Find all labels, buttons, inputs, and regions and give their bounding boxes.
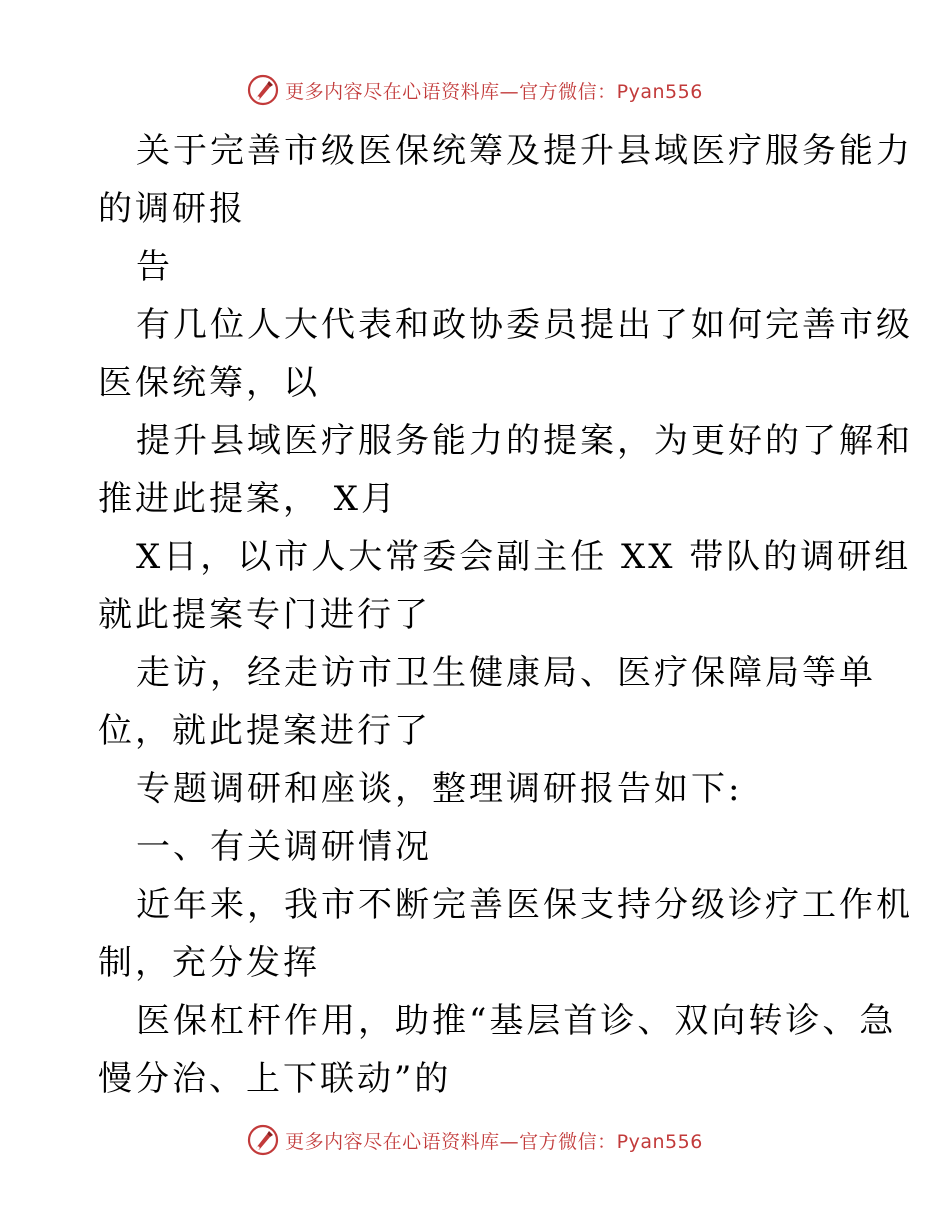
text-line: 关于完善市级医保统筹及提升县域医疗服务能力: [136, 131, 913, 171]
pen-logo-icon: [247, 1124, 279, 1156]
text-line: 慢分治、上下联动”的: [98, 1059, 452, 1099]
paragraph: [98, 644, 878, 760]
text-line: 医保杠杆作用，助推“基层首诊、双向转诊、急: [136, 1001, 897, 1041]
text-line: 医保统筹，以: [98, 363, 320, 403]
text-line: 就此提案专门进行了: [98, 595, 431, 635]
text-line: 一、有关调研情况: [136, 827, 432, 867]
text-line: 走访，经走访市卫生健康局、医疗保障局等单: [136, 653, 876, 693]
paragraph: [98, 296, 913, 412]
section-heading: [98, 818, 878, 876]
text-line: X日，以市人大常委会副主任 XX 带队的调研组: [136, 537, 912, 577]
footer-banner: [0, 1120, 950, 1160]
paragraph: [98, 760, 878, 818]
document-body: [98, 122, 913, 1108]
text-line: 近年来，我市不断完善医保支持分级诊疗工作机: [136, 885, 913, 925]
text-line: 推进此提案， X月: [98, 479, 399, 519]
text-line: 有几位人大代表和政协委员提出了如何完善市级: [136, 305, 913, 345]
text-line: 提升县域医疗服务能力的提案，为更好的了解和: [136, 421, 913, 461]
pen-logo-icon: [247, 74, 279, 106]
text-line: 专题调研和座谈，整理调研报告如下:: [136, 769, 743, 809]
text-line: 制，充分发挥: [98, 943, 320, 983]
header-banner: [0, 70, 950, 110]
paragraph: [98, 876, 913, 992]
text-line: 位，就此提案进行了: [98, 711, 431, 751]
paragraph: [98, 992, 897, 1108]
text-line: 的调研报: [98, 189, 246, 229]
footer-banner-text: 更多内容尽在心语资料库—官方微信：Pyan556: [285, 1130, 703, 1153]
paragraph: [98, 238, 878, 296]
paragraph: [98, 412, 913, 528]
header-banner-text: 更多内容尽在心语资料库—官方微信：Pyan556: [285, 80, 703, 103]
text-line: 告: [136, 247, 173, 287]
paragraph: [98, 528, 912, 644]
document-title: [98, 122, 913, 238]
